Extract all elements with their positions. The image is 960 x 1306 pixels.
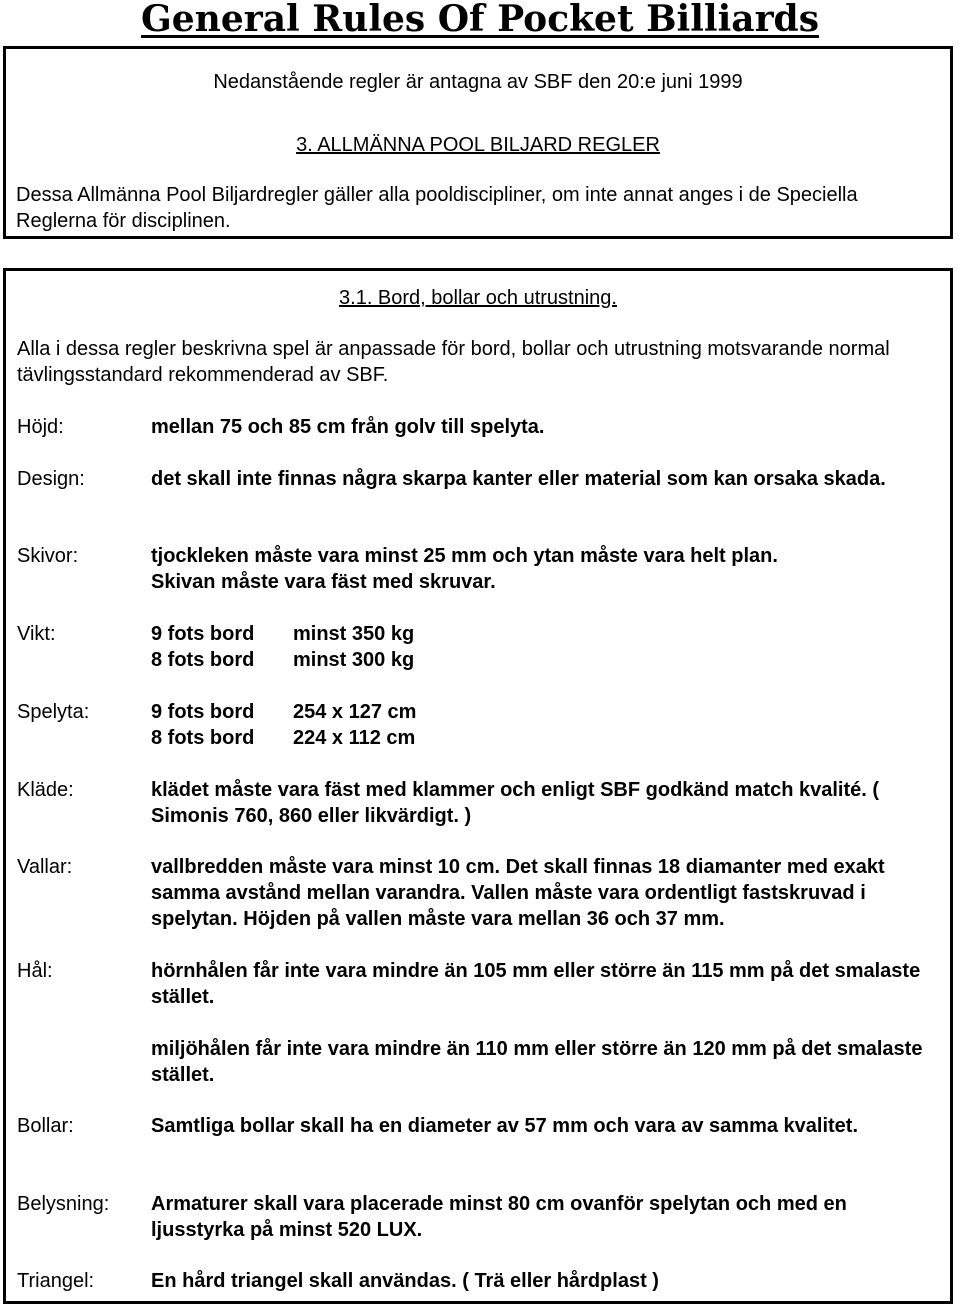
value-spelyta-row1 <box>151 699 946 725</box>
rules-box <box>3 268 953 1304</box>
label-bollar: Bollar: <box>17 1115 74 1137</box>
value-vallar: vallbredden måste vara minst 10 cm. Det skall finnas 18 diamanter med exakt samma avstånd mellan varandra. Vallen måste vara ordentligt fastskruvad i spelytan. Höjden på vallen måste vara mellan 36 och 37 mm. <box>151 856 885 930</box>
value-hal-corner: hörnhålen får inte vara mindre än 105 mm eller större än 115 mm på det smalaste stället. <box>151 960 921 1008</box>
vikt-row1-weight: minst 350 kg <box>293 623 415 645</box>
subsection-intro: Alla i dessa regler beskrivna spel är anpassade för bord, bollar och utrustning motsvarande normal tävlingsstandard rekommenderad av SBF. <box>17 338 890 386</box>
spelyta-row2-size: 224 x 112 cm <box>293 727 416 749</box>
value-design: det skall inte finnas några skarpa kanter eller material som kan orsaka skada. <box>151 468 886 490</box>
spelyta-row1-table: 9 fots bord <box>151 701 255 723</box>
vikt-row2-weight: minst 300 kg <box>293 649 415 671</box>
label-vallar: Vallar: <box>17 856 73 878</box>
value-klade: klädet måste vara fäst med klammer och enligt SBF godkänd match kvalité. ( Simonis 760, 860 eller likvärdigt. ) <box>151 779 880 827</box>
subsection-heading <box>6 285 950 311</box>
vikt-row2-table: 8 fots bord <box>151 649 255 671</box>
subsection-heading-text: 3.1. Bord, bollar och utrustning. <box>339 287 617 309</box>
label-belysning: Belysning: <box>17 1193 110 1215</box>
vikt-row1-table: 9 fots bord <box>151 623 255 645</box>
value-skivor-line2: Skivan måste vara fäst med skruvar. <box>151 571 496 593</box>
value-vikt-row1 <box>151 621 946 647</box>
adoption-note: Nedanstående regler är antagna av SBF den 20:e juni 1999 <box>213 71 743 93</box>
value-skivor-line1: tjockleken måste vara minst 25 mm och ytan måste vara helt plan. <box>151 545 778 567</box>
value-hal-middle: miljöhålen får inte vara mindre än 110 mm eller större än 120 mm på det smalaste stället. <box>151 1038 923 1086</box>
spelyta-row1-size: 254 x 127 cm <box>293 701 417 723</box>
label-klade: Kläde: <box>17 779 74 801</box>
value-vikt-row2 <box>151 647 946 673</box>
section-heading <box>6 132 950 158</box>
value-triangel: En hård triangel skall användas. ( Trä eller hårdplast ) <box>151 1270 659 1292</box>
value-spelyta-row2 <box>151 725 946 751</box>
label-skivor: Skivor: <box>17 545 79 567</box>
value-belysning: Armaturer skall vara placerade minst 80 cm ovanför spelytan och med en ljusstyrka på minst 520 LUX. <box>151 1193 847 1241</box>
value-hojd: mellan 75 och 85 cm från golv till spelyta. <box>151 416 545 438</box>
label-design: Design: <box>17 468 85 490</box>
value-bollar: Samtliga bollar skall ha en diameter av 57 mm och vara av samma kvalitet. <box>151 1115 859 1137</box>
document-title-text: General Rules Of Pocket Billiards <box>141 0 819 40</box>
header-box <box>3 46 953 239</box>
label-hojd: Höjd: <box>17 416 64 438</box>
label-triangel: Triangel: <box>17 1270 95 1292</box>
label-spelyta: Spelyta: <box>17 701 90 723</box>
label-hal: Hål: <box>17 960 53 982</box>
spelyta-row2-table: 8 fots bord <box>151 727 255 749</box>
section-heading-text: 3. ALLMÄNNA POOL BILJARD REGLER <box>296 134 660 156</box>
header-intro: Dessa Allmänna Pool Biljardregler gäller alla pooldiscipliner, om inte annat anges i de Speciella Reglerna för disciplinen. <box>16 184 858 232</box>
label-vikt: Vikt: <box>17 623 56 645</box>
document-title <box>0 0 960 38</box>
